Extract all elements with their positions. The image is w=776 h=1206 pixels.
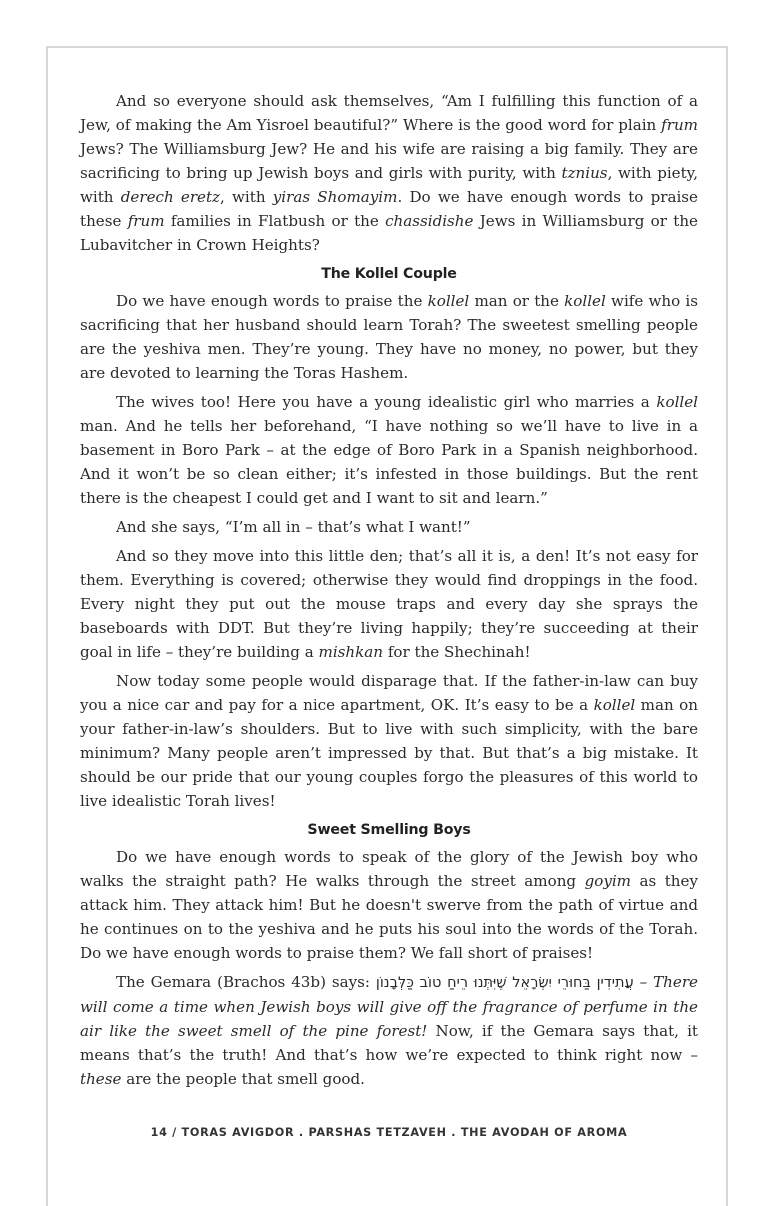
- italic-text: kollel: [593, 696, 636, 714]
- text-run: Do we have enough words to speak of the glory of the Jewish boy who walks the straight path? He walks through the street among: [80, 848, 698, 890]
- text-run: as they attack him. They attack him! But he doesn't swerve from the path of virtue and he continues on to the yeshiva and he puts his soul into the words of the Torah. Do we have enough words to praise them? We fall short of praises!: [80, 872, 698, 962]
- text-run: , with: [220, 188, 273, 206]
- body-paragraph: [80, 669, 698, 813]
- text-run: are the people that smell good.: [121, 1070, 365, 1088]
- text-run: wife who is sacrificing that her husband should learn Torah? The sweetest smelling people are the yeshiva men. They’re young. They have no money, no power, but they are devoted to learning the Toras Hashem.: [80, 292, 698, 382]
- text-run: The wives too! Here you have a young idealistic girl who marries a: [116, 393, 657, 411]
- text-run: And so everyone should ask themselves, “Am I fulfilling this function of a Jew, of making the Am Yisroel beautiful?” Where is the good word for plain: [80, 92, 698, 134]
- text-run: And so they move into this little den; that’s all it is, a den! It’s not easy for them. Everything is covered; otherwise they would find droppings in the food. Every night they put out the mouse traps and every day she sprays the baseboards with DDT. But they’re living happily; they’re succeeding at their goal in life – they’re building a: [80, 547, 698, 661]
- italic-text: chassidishe: [385, 212, 474, 230]
- section-heading: The Kollel Couple: [321, 266, 457, 282]
- text-run: . Do we have enough words to praise these: [80, 188, 698, 230]
- italic-text: There will come a time when Jewish boys will give off the fragrance of perfume in the air like the sweet smell of the pine forest!: [80, 973, 698, 1040]
- italic-text: kollel: [427, 292, 470, 310]
- text-run: man. And he tells her beforehand, “I have nothing so we’ll have to live in a basement in Boro Park – at the edge of Boro Park in a Spanish neighborhood. And it won’t be so clean either; it’s infested in those buildings. But the rent there is the cheapest I could get and I want to sit and learn.”: [80, 417, 698, 507]
- body-paragraph: [80, 390, 698, 510]
- italic-text: yiras Shomayim: [272, 188, 398, 206]
- page: [46, 46, 728, 1206]
- text-run: Now today some people would disparage that. If the father-in-law can buy you a nice car and pay for a nice apartment, OK. It’s easy to be a: [80, 672, 698, 714]
- body-paragraph: [80, 89, 698, 257]
- text-run: Do we have enough words to praise the: [116, 292, 428, 310]
- article-body: [80, 89, 698, 1096]
- text-run: Jews in Williamsburg or the Lubavitcher in Crown Heights?: [80, 212, 698, 254]
- body-paragraph: [80, 970, 698, 1091]
- italic-text: these: [80, 1070, 122, 1088]
- italic-text: kollel: [564, 292, 606, 310]
- text-run: man on your father-in-law’s shoulders. But to live with such simplicity, with the bare minimum? Many people aren’t impressed by that. But that’s a big mistake. It should be our pride that our young couples forgo the pleasures of this world to live idealistic Torah lives!: [80, 696, 698, 810]
- italic-text: frum: [127, 212, 165, 230]
- text-run: , with piety, with: [80, 164, 699, 206]
- text-run: Now, if the Gemara says that, it means that’s the truth! And that’s how we’re expected to think right now –: [80, 1022, 698, 1064]
- text-run: man or the: [469, 292, 565, 310]
- section-heading: Sweet Smelling Boys: [307, 822, 471, 838]
- text-run: And she says, “I’m all in – that’s what I want!”: [116, 518, 471, 536]
- body-paragraph: [80, 544, 698, 664]
- text-run: The Gemara (Brachos 43b) says:: [116, 973, 376, 991]
- text-run: families in Flatbush or the: [164, 212, 386, 230]
- body-paragraph: [80, 845, 698, 965]
- text-run: Jews? The Williamsburg Jew? He and his wife are raising a big family. They are sacrificing to bring up Jewish boys and girls with purity, with: [80, 140, 698, 182]
- italic-text: tznius: [561, 164, 608, 182]
- italic-text: frum: [661, 116, 698, 134]
- hebrew-quote: עֲתִידִין בַּחוּרֵי יִשְׂרָאֵל שֶׁיִּתְּנוּ רֵיחַ טוֹב כַּלְּבָנוֹן: [375, 975, 634, 991]
- page-footer: 14 / TORAS AVIGDOR . PARSHAS TETZAVEH . THE AVODAH OF AROMA: [150, 1126, 628, 1139]
- italic-text: kollel: [656, 393, 698, 411]
- body-paragraph: [80, 289, 698, 385]
- text-run: –: [633, 973, 654, 991]
- italic-text: derech eretz: [120, 188, 220, 206]
- italic-text: mishkan: [318, 643, 384, 661]
- body-paragraph: [80, 515, 698, 539]
- italic-text: goyim: [584, 872, 631, 890]
- text-run: for the Shechinah!: [383, 643, 531, 661]
